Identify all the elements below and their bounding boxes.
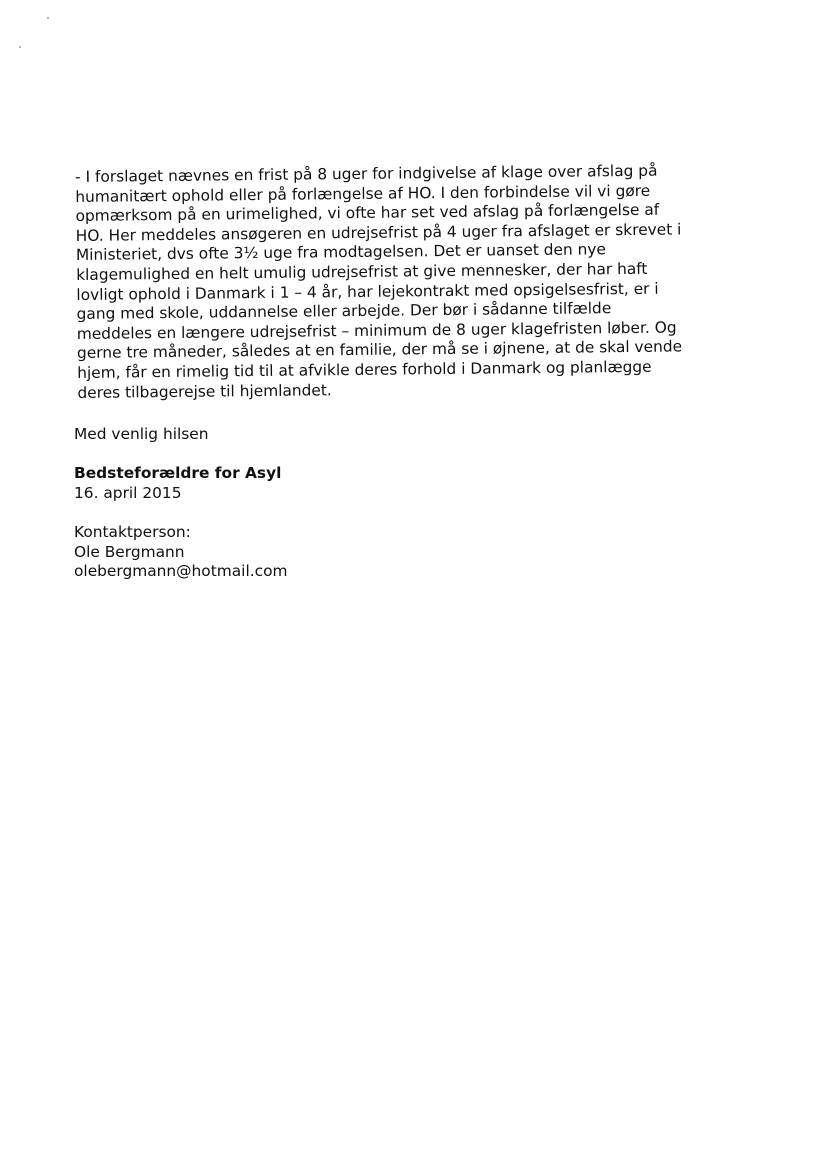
paragraph-line: deres tilbagerejse til hjemlandet. [77,380,332,402]
contact-label: Kontaktperson: [74,523,191,541]
scan-speck [47,17,49,19]
paragraph-line: HO. Her meddeles ansøgeren en udrejsefrist på 4 uger fra afslaget er skrevet i [75,220,682,245]
scan-speck [19,46,21,48]
paragraph-line: hjem, får en rimelig tid til at afvikle deres forhold i Danmark og planlægge [77,357,652,382]
letter-paragraph [75,161,728,403]
contact-block [74,523,288,582]
paragraph-line: gang med skole, uddannelse eller arbejde. Der bør i sådanne tilfælde [76,299,612,324]
signature-block [74,464,281,503]
contact-name: Ole Bergmann [74,542,185,561]
closing-greeting: Med venlig hilsen [74,425,209,443]
organization-name: Bedsteforældre for Asyl [74,464,282,482]
paragraph-line: opmærksom på en urimelighed, vi ofte har set ved afslag på forlængelse af [75,200,660,226]
paragraph-line: lovligt ophold i Danmark i 1 – 4 år, har lejekontrakt med opsigelsesfrist, er i [76,279,659,304]
contact-email: olebergmann@hotmail.com [74,562,288,581]
paragraph-line: klagemulighed en helt umulig udrejsefrist at give mennesker, der har haft [76,259,648,284]
paragraph-line: humanitært ophold eller på forlængelse af HO. I den forbindelse vil vi gøre [75,181,651,206]
paragraph-line: gerne tre måneder, således at en familie, der må se i øjnene, at de skal vende [76,337,683,363]
letter-date: 16. april 2015 [74,483,182,502]
paragraph-line: meddeles en længere udrejsefrist – minimum de 8 uger klagefristen løber. Og [76,318,677,343]
paragraph-line: - I forslaget nævnes en frist på 8 uger for indgivelse af klage over afslag på [75,161,658,186]
paragraph-line: Ministeriet, dvs ofte 3½ uge fra modtagelsen. Det er uanset den nye [75,240,607,265]
